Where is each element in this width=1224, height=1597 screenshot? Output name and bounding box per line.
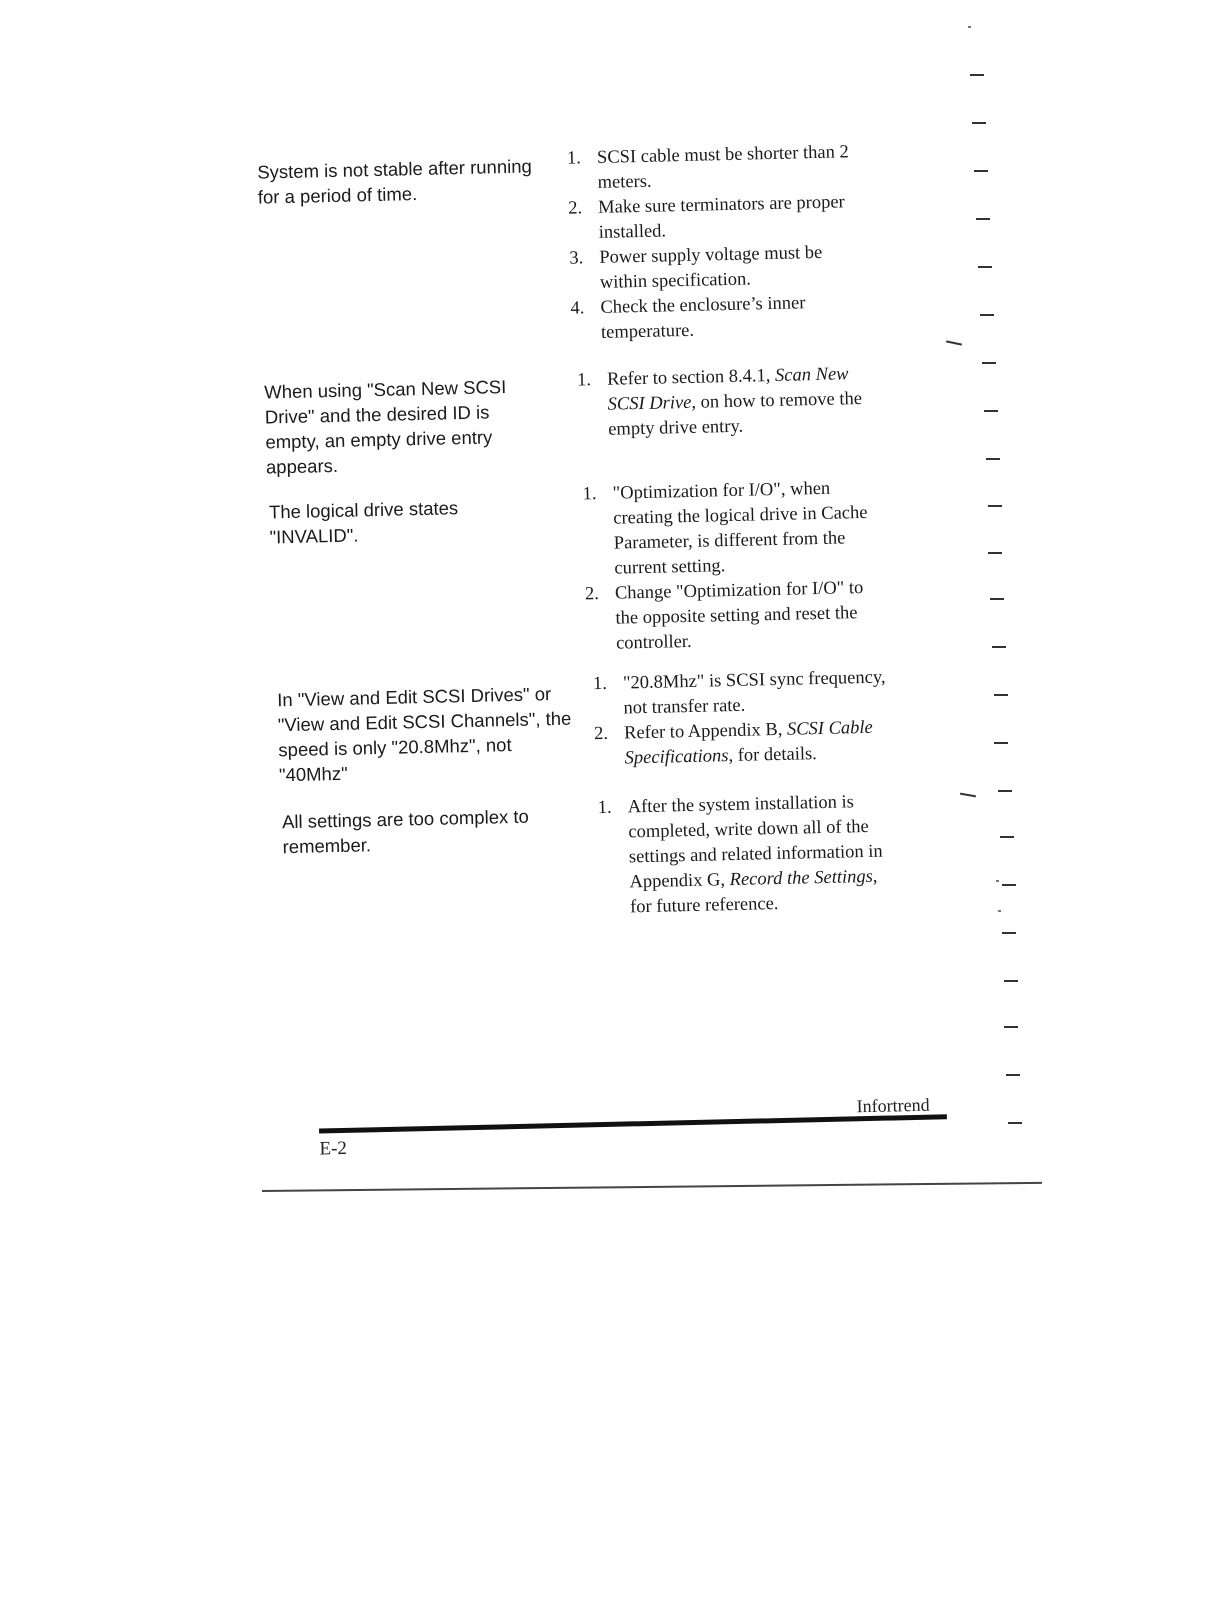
- step-text: "20.8Mhz" is SCSI sync frequency, not transfer rate.: [622, 667, 886, 719]
- margin-tick: [980, 314, 994, 316]
- solution-list: [577, 362, 879, 444]
- step-number: 3.: [569, 248, 584, 269]
- solution-list: [598, 789, 901, 921]
- solution-step: [594, 715, 895, 772]
- step-text-part: Refer to section 8.4.1,: [606, 365, 776, 390]
- margin-tick: [1006, 1074, 1020, 1076]
- solution-step: [568, 190, 869, 247]
- margin-tick: [988, 552, 1002, 554]
- solution-step: [577, 362, 879, 444]
- problem-text: System is not stable after running for a period of time.: [257, 155, 533, 208]
- step-text-part: Refer to Appendix B,: [623, 719, 788, 744]
- problem-text: When using "Scan New SCSI Drive" and the desired ID is empty, an empty drive entry appears.: [264, 376, 507, 478]
- margin-tick: [1002, 884, 1016, 886]
- step-text-italic: Record the Settings: [729, 866, 874, 891]
- solution-step: [598, 789, 901, 921]
- solution-list: [567, 140, 871, 347]
- margin-tick: [994, 742, 1008, 744]
- margin-tick: [1000, 836, 1014, 838]
- margin-tick: [972, 122, 986, 124]
- step-number: 1.: [592, 673, 608, 695]
- solution-list: [593, 665, 895, 772]
- margin-tick: [992, 646, 1006, 648]
- step-text: [607, 364, 862, 439]
- solution-step: [585, 576, 887, 658]
- step-text: Check the enclosure’s inner temperature.: [600, 293, 806, 343]
- step-number: 1.: [576, 370, 592, 391]
- margin-tick: [974, 170, 988, 172]
- margin-tick: [1004, 1026, 1018, 1028]
- step-text: Change "Optimization for I/O" to the opposite setting and reset the controller.: [614, 578, 864, 654]
- margin-tick: [1008, 1122, 1022, 1124]
- solution-list: [582, 476, 886, 658]
- step-number: 2.: [584, 584, 600, 605]
- margin-tick: [978, 266, 992, 268]
- step-text: "Optimization for I/O", when creating the logical drive in Cache Parameter, is different from the current setting.: [612, 478, 868, 579]
- step-text-part: After the system installation is completed, write down all of the settings and related information in Appendix G,: [627, 792, 883, 893]
- step-text: Make sure terminators are proper installed.: [597, 192, 845, 243]
- scan-speck: [998, 910, 1001, 912]
- step-text-part: , on how to remove the empty drive entry.: [608, 388, 863, 440]
- footer-brand: Infortrend: [856, 1094, 930, 1117]
- margin-tick: [986, 458, 1000, 460]
- margin-tick: [982, 362, 996, 364]
- footer-rule: [319, 1114, 947, 1133]
- problem-text: In "View and Edit SCSI Drives" or "View and Edit SCSI Channels", the speed is only "20.8Mhz", not "40Mhz": [277, 683, 572, 786]
- step-text-italic: SCSI Cable Specifications: [624, 717, 874, 769]
- step-number: 2.: [593, 723, 609, 745]
- step-text-part: , for future reference.: [629, 866, 878, 918]
- step-number: 2.: [567, 198, 583, 219]
- step-number: 1.: [597, 797, 612, 819]
- step-text: SCSI cable must be shorter than 2 meters.: [596, 142, 849, 193]
- solution-step: [569, 240, 870, 297]
- solution-step: [582, 476, 884, 583]
- step-number: 1.: [566, 148, 582, 169]
- step-number: 1.: [582, 484, 597, 505]
- problem-text: All settings are too complex to remember.: [281, 805, 530, 858]
- margin-tick: [988, 505, 1002, 507]
- scan-speck: [968, 26, 971, 28]
- problem-text: The logical drive states "INVALID".: [268, 497, 459, 548]
- solution-step: [570, 290, 871, 347]
- step-number: 4.: [570, 298, 585, 319]
- margin-tick: [998, 790, 1012, 792]
- scan-speck: [996, 880, 999, 882]
- page-number: E-2: [319, 1137, 348, 1160]
- margin-tick: [1004, 980, 1018, 982]
- solution-step: [567, 140, 868, 197]
- margin-tick: [994, 694, 1008, 696]
- margin-tick: [984, 410, 998, 412]
- step-text: Power supply voltage must be within specification.: [599, 242, 823, 293]
- margin-tick: [976, 218, 990, 220]
- step-text-italic: Scan New SCSI Drive: [607, 364, 849, 415]
- step-text: [628, 792, 883, 917]
- margin-tick: [970, 74, 984, 76]
- step-text: [624, 718, 873, 769]
- margin-tick: [990, 598, 1004, 600]
- solution-step: [593, 665, 894, 722]
- step-text-part: , for details.: [728, 744, 818, 767]
- margin-tick: [1002, 932, 1016, 934]
